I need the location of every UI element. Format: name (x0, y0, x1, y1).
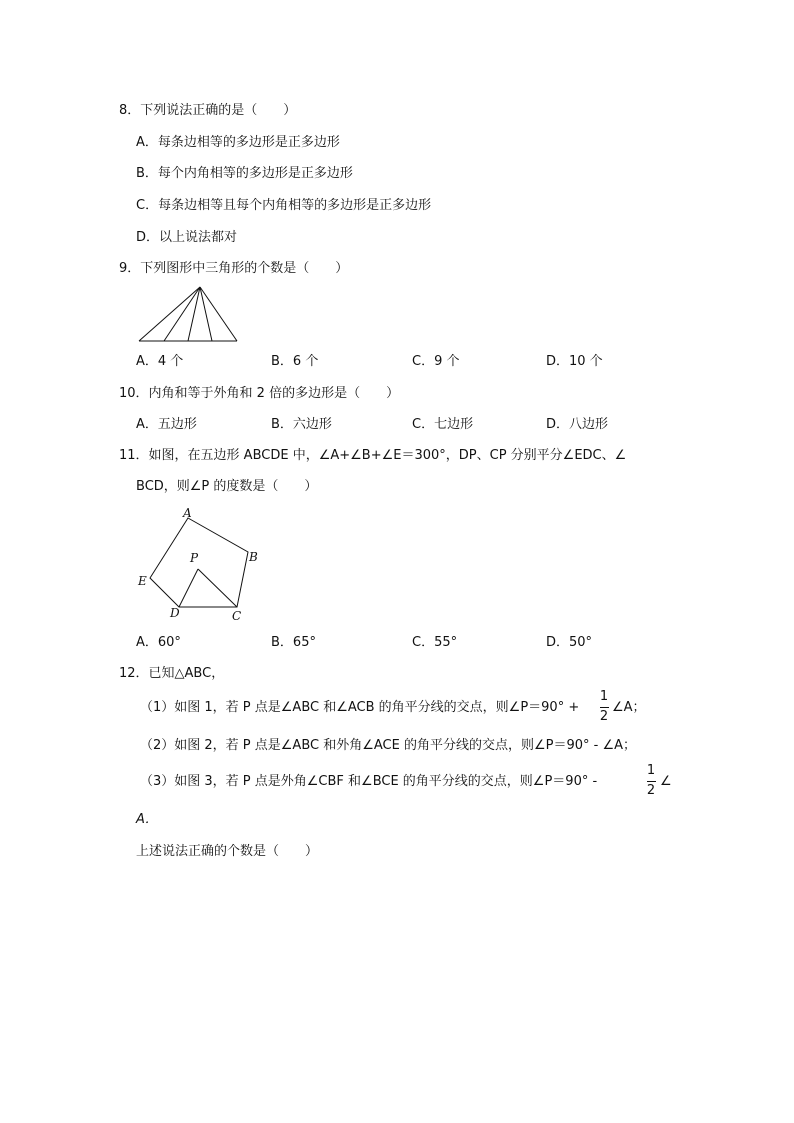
q8-option-d: D．以上说法都对 (136, 230, 238, 245)
q11-option-a: A．60° (136, 635, 181, 650)
q9-stem: 9．下列图形中三角形的个数是（ ） (119, 261, 349, 276)
q11-stem-line1: 11．如图，在五边形 ABCDE 中，∠A+∠B+∠E＝300°，DP、CP 分别平分∠EDC、∠ (119, 448, 627, 463)
q10-stem: 10．内角和等于外角和 2 倍的多边形是（ ） (119, 386, 400, 401)
q8-option-c: C．每条边相等且每个内角相等的多边形是正多边形 (136, 198, 432, 213)
q10-option-c: C．七边形 (412, 417, 474, 432)
q12-item3-frac-num: 1 (646, 763, 656, 778)
q9-option-c: C．9 个 (412, 354, 460, 369)
q8-stem: 8．下列说法正确的是（ ） (119, 103, 297, 118)
q11-stem-line2: BCD，则∠P 的度数是（ ） (136, 479, 318, 494)
q11-pentagon-figure (134, 504, 264, 626)
q12-item1-frac-bar (600, 707, 609, 708)
q8-option-a: A．每条边相等的多边形是正多边形 (136, 135, 340, 150)
q11-label-e: E (138, 574, 147, 588)
q9-option-a: A．4 个 (136, 354, 184, 369)
q11-label-p: P (190, 551, 199, 565)
q11-label-d: D (170, 606, 180, 620)
q9-option-b: B．6 个 (271, 354, 319, 369)
q12-item1-tail: ∠A； (612, 700, 646, 715)
q9-option-d: D．10 个 (546, 354, 603, 369)
q10-option-d: D．八边形 (546, 417, 609, 432)
q12-item2: （2）如图 2，若 P 点是∠ABC 和外角∠ACE 的角平分线的交点，则∠P＝90° - ∠A； (140, 738, 637, 753)
q11-label-a: A (183, 506, 192, 520)
q12-item1: （1）如图 1，若 P 点是∠ABC 和∠ACB 的角平分线的交点，则∠P＝90° + (140, 700, 580, 715)
q10-option-a: A．五边形 (136, 417, 197, 432)
q12-item3-tail: ∠ (660, 774, 672, 789)
q11-option-c: C．55° (412, 635, 458, 650)
q12-item3-cont: A． (136, 812, 158, 827)
q11-label-c: C (232, 609, 242, 623)
q11-option-b: B．65° (271, 635, 316, 650)
q8-option-b: B．每个内角相等的多边形是正多边形 (136, 166, 353, 181)
q12-item3-frac-bar (647, 781, 656, 782)
q9-triangle-figure (136, 284, 240, 344)
q12-stem: 12．已知△ABC， (119, 666, 225, 681)
q12-item3: （3）如图 3，若 P 点是外角∠CBF 和∠BCE 的角平分线的交点，则∠P＝90° - (140, 774, 598, 789)
q12-item1-frac-num: 1 (599, 689, 609, 704)
q11-label-b: B (249, 550, 258, 564)
q10-option-b: B．六边形 (271, 417, 332, 432)
q12-item3-frac-den: 2 (646, 783, 656, 798)
q12-question: 上述说法正确的个数是（ ） (136, 844, 319, 859)
q12-item1-frac-den: 2 (599, 709, 609, 724)
q11-option-d: D．50° (546, 635, 593, 650)
